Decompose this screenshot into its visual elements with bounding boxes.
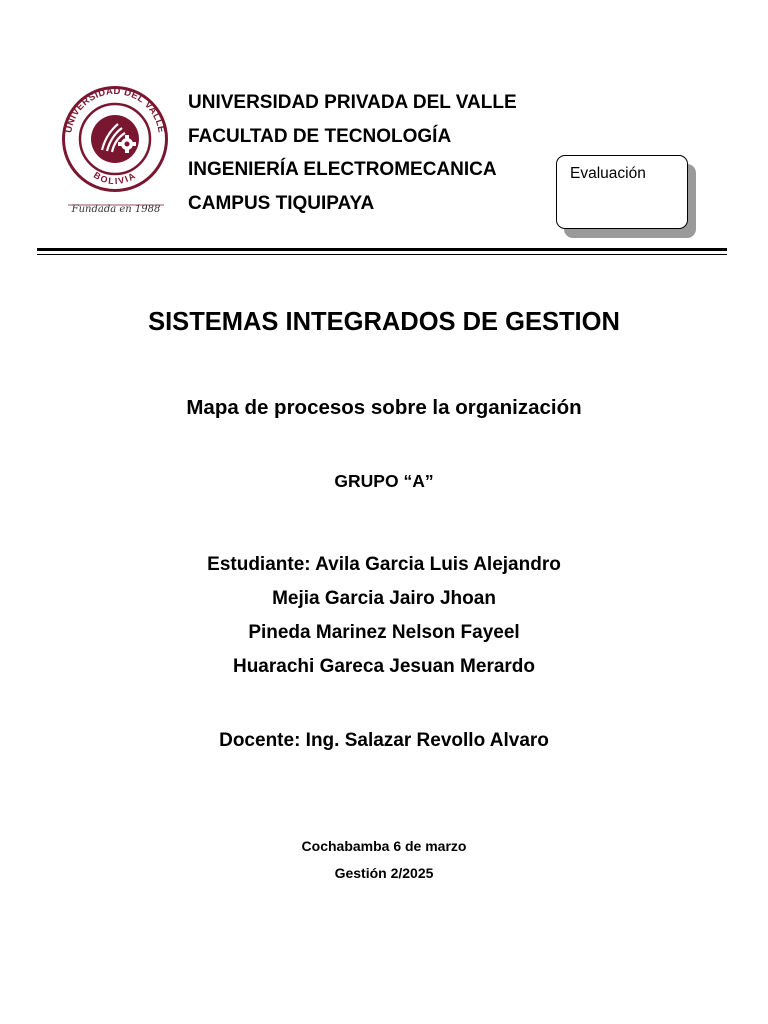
seal-graphic [52, 84, 178, 214]
date-line: Cochabamba 6 de marzo [301, 838, 467, 854]
student-line: Estudiante: Avila Garcia Luis Alejandro [207, 554, 561, 575]
header-divider-thin [37, 254, 727, 255]
seal-ring-text-bottom: BOLIVIA [91, 169, 139, 187]
group-label: GRUPO “A” [334, 471, 434, 491]
seal-founded-text: Fundada en 1988 [71, 204, 161, 214]
header-divider [37, 248, 727, 251]
term-line: Gestión 2/2025 [334, 865, 434, 881]
university-name: UNIVERSIDAD PRIVADA DEL VALLE [188, 92, 517, 113]
evaluation-box [556, 155, 688, 229]
university-seal-logo [52, 84, 178, 214]
student-line: Huarachi Gareca Jesuan Merardo [232, 656, 536, 677]
document-subtitle: Mapa de procesos sobre la organización [186, 396, 582, 419]
teacher-line: Docente: Ing. Salazar Revollo Alvaro [219, 730, 549, 751]
seal-ring-text-top: UNIVERSIDAD DEL VALLE [63, 85, 167, 134]
career-name: INGENIERÍA ELECTROMECANICA [188, 159, 497, 180]
institution-header [188, 86, 517, 220]
student-line: Mejia Garcia Jairo Jhoan [272, 588, 496, 609]
student-line: Pineda Marinez Nelson Fayeel [248, 622, 520, 643]
document-title: SISTEMAS INTEGRADOS DE GESTION [148, 308, 620, 336]
faculty-name: FACULTAD DE TECNOLOGÍA [188, 125, 452, 147]
evaluation-label: Evaluación [570, 165, 646, 182]
campus-name: CAMPUS TIQUIPAYA [188, 192, 375, 214]
